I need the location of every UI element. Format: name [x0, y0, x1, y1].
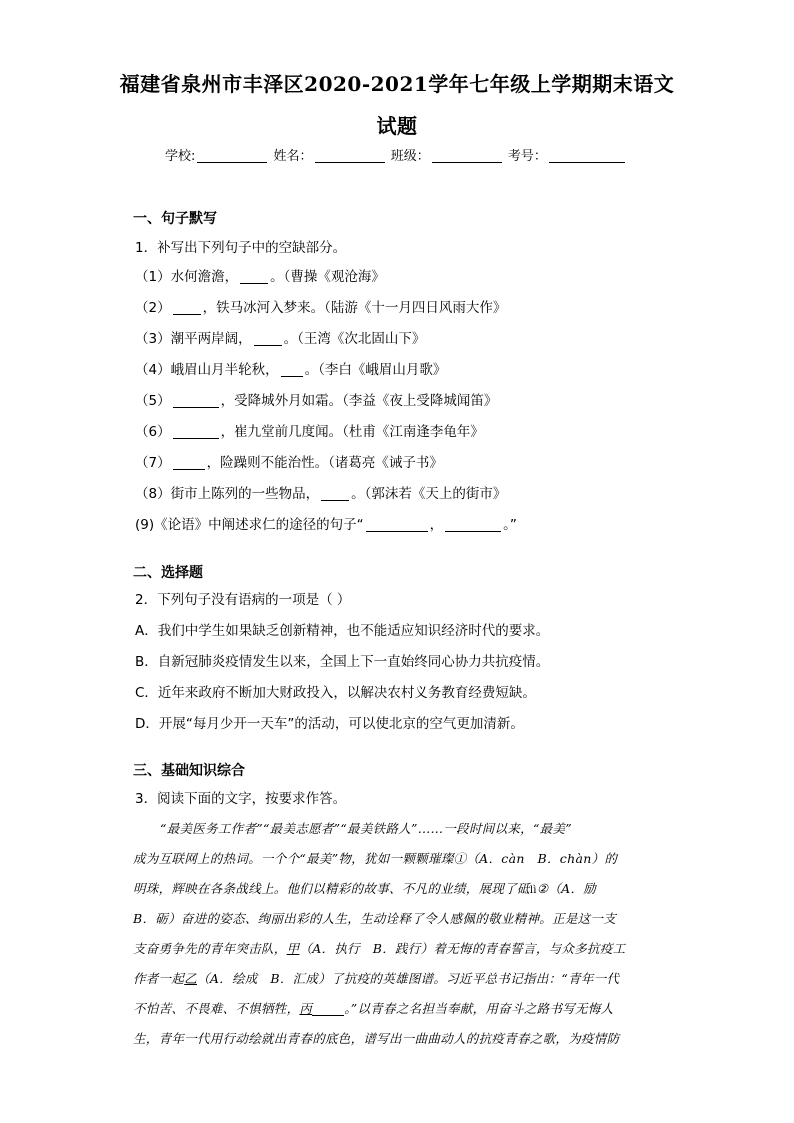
school-label: 学校:: [165, 149, 196, 164]
exam-number-label: 考号：: [507, 149, 547, 164]
blank-marker-yi: 乙: [184, 971, 198, 986]
passage-line: 成为互联网上的热词。一个个“最美”物，犹如一颗颗璀璨①（A．càn B．chàn）的: [133, 851, 618, 866]
q1-item-4: （4）峨眉山月半轮秋， 。（李白《峨眉山月歌》: [135, 362, 447, 378]
q1-item-3: （3）潮平两岸阔， 。（王湾《次北固山下》: [135, 331, 426, 347]
q1-item-1: （1）水何澹澹， 。（曹操《观沧海》: [135, 269, 385, 285]
answer-blank[interactable]: [173, 301, 201, 315]
option-b[interactable]: B．自新冠肺炎疫情发生以来，全国上下一直始终同心协力共抗疫情。: [135, 654, 550, 670]
q1-item-7: （7） ，险躁则不能治性。（诸葛亮《诫子书》: [135, 455, 443, 471]
q1-item-2: （2） ，铁马冰河入梦来。（陆游《十一月四日风雨大作》: [135, 300, 507, 316]
passage-line: 明珠，辉映在各条战线上。他们以精彩的故事、不凡的业绩，展现了砥lì②（A．励: [133, 881, 597, 896]
answer-blank[interactable]: [173, 394, 219, 408]
option-a[interactable]: A．我们中学生如果缺乏创新精神，也不能适应知识经济时代的要求。: [135, 623, 550, 639]
pinyin-li: lì: [529, 885, 537, 896]
student-info-row: [165, 145, 627, 164]
passage-line: 作者一起乙（A．绘成 B．汇成）了抗疫的英雄图谱。习近平总书记指出：“青年一代: [133, 971, 620, 986]
option-d[interactable]: D．开展“每月少开一天车”的活动，可以使北京的空气更加清新。: [135, 716, 524, 732]
q1-item-6: （6） ，崔九堂前几度闻。（杜甫《江南逢李龟年》: [135, 424, 484, 440]
answer-blank[interactable]: [281, 363, 303, 377]
passage-line: “最美医务工作者”“最美志愿者”“最美铁路人”……一段时间以来，“最美”: [160, 821, 572, 836]
blank-marker-jia: 甲: [286, 941, 300, 956]
passage-line: 生，青年一代用行动绘就出青春的底色，谱写出一曲曲动人的抗疫青春之歌，为疫情防: [133, 1031, 620, 1046]
passage-line: 不怕苦、不畏难、不惧牺牲，丙 。”以青春之名担当奉献，用奋斗之路书写无悔人: [133, 1001, 614, 1016]
answer-blank[interactable]: [240, 270, 268, 284]
passage-line: 支奋勇争先的青年突击队，甲（A．执行 B．践行）着无悔的青春誓言，与众多抗疫工: [133, 941, 626, 956]
answer-blank[interactable]: [254, 332, 282, 346]
blank-marker-bing: 丙: [299, 1001, 313, 1016]
section-heading-multiple-choice: 二、选择题: [133, 565, 203, 581]
answer-blank[interactable]: [173, 456, 205, 470]
q1-item-5: （5） ，受降城外月如霜。（李益《夜上受降城闻笛》: [135, 393, 498, 409]
question-2-prompt: 2．下列句子没有语病的一项是（ ）: [135, 592, 351, 608]
question-3-prompt: 3．阅读下面的文字，按要求作答。: [135, 791, 347, 807]
section-heading-dictation: 一、句子默写: [133, 211, 217, 227]
option-c[interactable]: C．近年来政府不断加大财政投入，以解决农村义务教育经费短缺。: [135, 685, 536, 701]
q1-item-9: (9)《论语》中阐述求仁的途径的句子“ ， 。”: [135, 517, 517, 533]
q1-item-8: （8）街市上陈列的一些物品， 。（郭沫若《天上的街市》: [135, 486, 507, 502]
name-label: 姓名：: [273, 149, 313, 164]
answer-blank[interactable]: [312, 1003, 344, 1016]
class-blank[interactable]: [432, 148, 502, 163]
school-blank[interactable]: [197, 148, 267, 163]
answer-blank[interactable]: [173, 425, 219, 439]
question-1-prompt: 1．补写出下列句子中的空缺部分。: [135, 240, 347, 256]
section-heading-basic-knowledge: 三、基础知识综合: [133, 763, 245, 779]
document-title: 福建省泉州市丰泽区2020-2021学年七年级上学期期末语文: [119, 72, 675, 96]
exam-number-blank[interactable]: [549, 148, 625, 163]
class-label: 班级：: [390, 149, 430, 164]
answer-blank[interactable]: [445, 518, 501, 532]
answer-blank[interactable]: [321, 487, 349, 501]
document-title-continued: 试题: [376, 114, 418, 138]
name-blank[interactable]: [315, 148, 385, 163]
passage-line: B．砺）奋进的姿态、绚丽出彩的人生，生动诠释了令人感佩的敬业精神。正是这一支: [133, 911, 617, 926]
answer-blank[interactable]: [366, 518, 428, 532]
